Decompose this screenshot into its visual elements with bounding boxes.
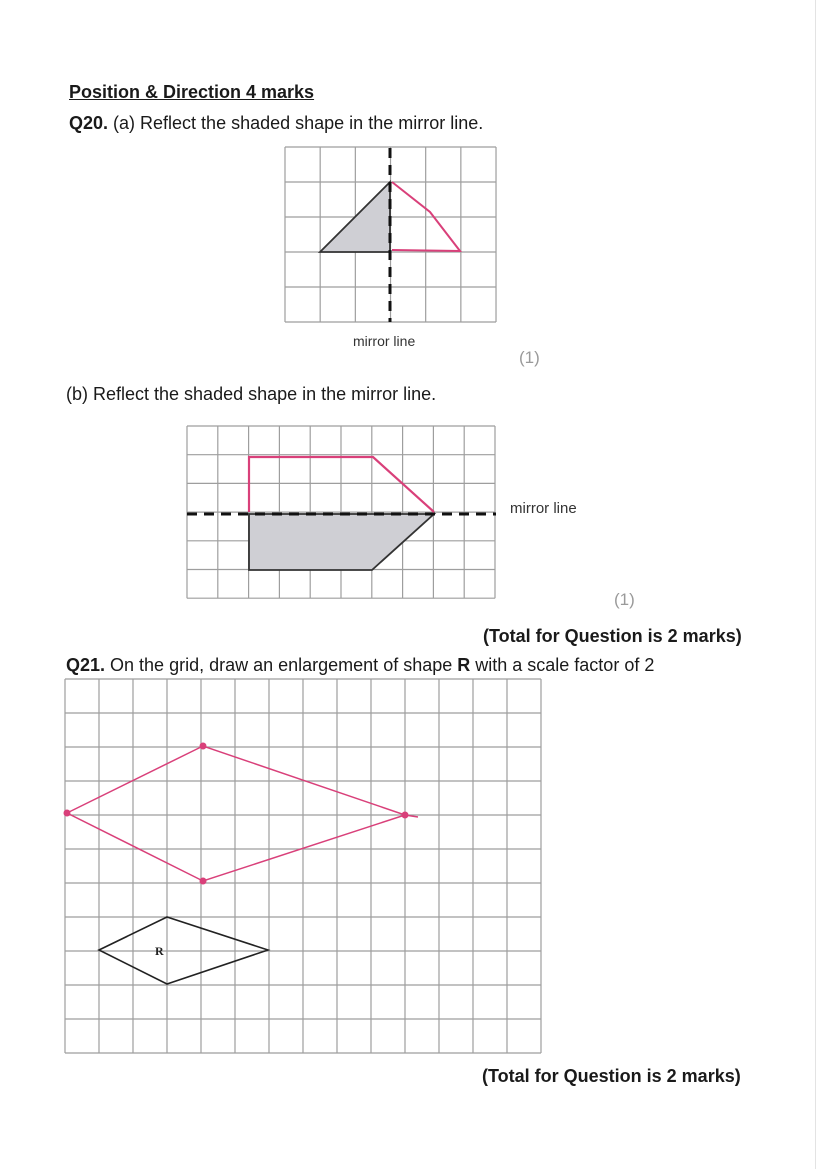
marks-label: (1) [614,590,635,609]
question-text: On the grid, draw an enlargement of shape [105,655,458,675]
shape-name: R [457,655,471,675]
enlargement-vertices [64,743,409,885]
question-number: Q20. [69,113,109,133]
shape-r-label: R [155,944,164,958]
question-text: with a scale factor of 2 [470,655,655,675]
vertex-dot [64,810,71,817]
grid-c [65,679,541,1053]
enlargement-drawing [67,746,405,881]
question-20b: (b) Reflect the shaded shape in the mirror line. [66,384,437,404]
section-title: Position & Direction 4 marks [69,82,315,102]
marks-label: (1) [519,348,540,367]
question-total: (Total for Question is 2 marks) [483,626,742,646]
shaded-shape-b [249,514,434,570]
vertex-dot [200,878,207,885]
question-total: (Total for Question is 2 marks) [482,1066,741,1086]
vertex-dot [200,743,207,750]
mirror-line-label: mirror line [510,500,577,517]
question-number: Q21. [66,655,106,675]
question-text: (a) Reflect the shaded shape in the mirror line. [108,113,484,133]
mirror-line-label: mirror line [353,333,416,349]
vertex-dot [402,812,409,819]
grid-b [187,426,495,598]
